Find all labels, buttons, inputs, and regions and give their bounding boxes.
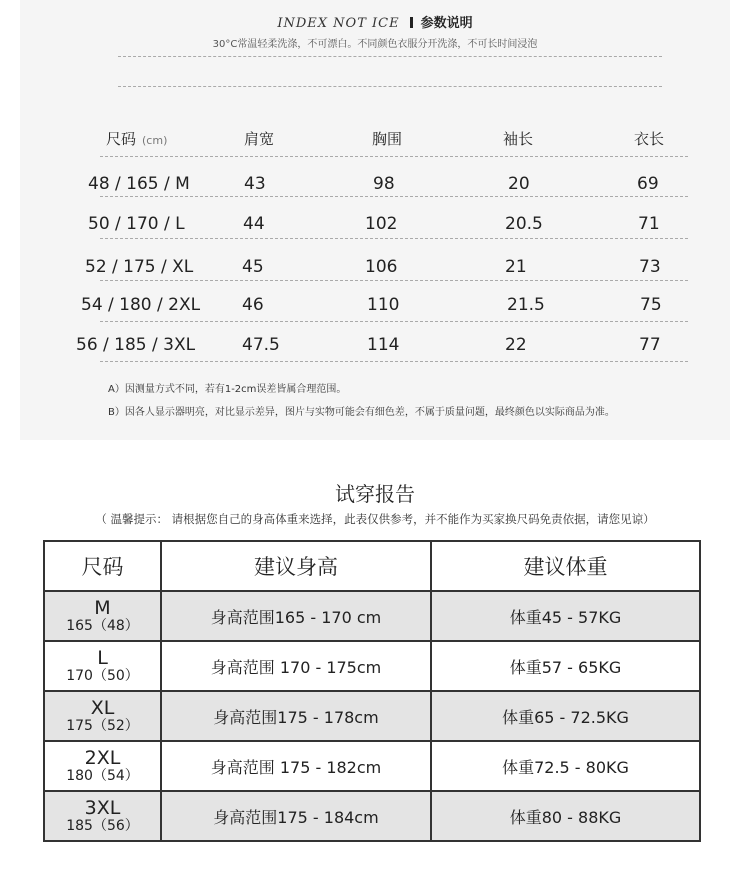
shoulder-cell: 47.5 <box>242 335 280 355</box>
fit-height: 身高范围 170 - 175cm <box>210 657 382 677</box>
fit-weight-cell <box>431 741 700 791</box>
length-cell: 71 <box>638 214 660 234</box>
sleeve-cell: 20 <box>508 174 530 194</box>
dotted-divider <box>118 86 662 87</box>
fit-height: 身高范围175 - 184cm <box>213 807 379 827</box>
note-b: B）因各人显示器明亮，对比显示差异，图片与实物可能会有细色差，不属于质量问题，最终颜色以实际商品为准。 <box>108 407 615 418</box>
fit-row <box>44 641 700 691</box>
fit-weight-cell <box>431 641 700 691</box>
shoulder-cell: 45 <box>242 257 264 277</box>
fit-height-cell <box>161 741 431 791</box>
fit-size: M <box>94 596 111 619</box>
fit-weight: 体重80 - 88KG <box>509 807 622 827</box>
sleeve-cell: 21.5 <box>507 295 545 315</box>
chest-cell: 102 <box>365 214 398 234</box>
size-cell: 52 / 175 / XL <box>85 257 194 277</box>
fit-weight-cell <box>431 791 700 841</box>
row-divider <box>100 196 688 197</box>
fit-size: XL <box>90 696 115 719</box>
chest-cell: 114 <box>367 335 400 355</box>
note-a: A）因测量方式不同，若有1-2cm误差皆属合理范围。 <box>108 384 347 395</box>
fit-size: 2XL <box>84 746 121 769</box>
fit-row <box>44 691 700 741</box>
notice-heading <box>0 12 750 31</box>
fit-size-sub: 185（56） <box>66 817 139 834</box>
chest-cell: 106 <box>365 257 398 277</box>
header-shoulder: 肩宽 <box>244 130 275 148</box>
fit-report-title: 试穿报告 <box>335 482 415 506</box>
sleeve-cell: 21 <box>505 257 527 277</box>
row-divider <box>100 321 688 322</box>
header-length: 衣长 <box>634 130 665 148</box>
size-cell: 56 / 185 / 3XL <box>76 335 196 355</box>
fit-weight: 体重65 - 72.5KG <box>502 707 629 727</box>
notice-title-cn: 参数说明 <box>420 16 473 31</box>
fit-header-row <box>44 541 700 591</box>
fit-report-table <box>43 540 701 842</box>
length-cell: 77 <box>639 335 661 355</box>
fit-size-sub: 175（52） <box>66 717 139 734</box>
fit-size-sub: 165（48） <box>66 617 139 634</box>
fit-height-cell <box>161 591 431 641</box>
row-divider <box>100 280 688 281</box>
length-cell: 69 <box>637 174 659 194</box>
sleeve-cell: 20.5 <box>505 214 543 234</box>
notice-divider <box>410 17 413 28</box>
fit-header-weight: 建议体重 <box>431 541 700 591</box>
fit-size-cell <box>44 791 161 841</box>
dotted-divider <box>118 56 662 57</box>
fit-weight: 体重45 - 57KG <box>509 607 622 627</box>
shoulder-cell: 44 <box>243 214 265 234</box>
shoulder-cell: 46 <box>242 295 264 315</box>
fit-header-size: 尺码 <box>44 541 161 591</box>
fit-size: L <box>97 646 108 669</box>
fit-height: 身高范围175 - 178cm <box>213 707 379 727</box>
length-cell: 75 <box>640 295 662 315</box>
sleeve-cell: 22 <box>505 335 527 355</box>
fit-size-cell <box>44 691 161 741</box>
size-cell: 54 / 180 / 2XL <box>81 295 201 315</box>
header-sleeve: 袖长 <box>503 130 534 148</box>
fit-height: 身高范围 175 - 182cm <box>210 757 382 777</box>
fit-weight-cell <box>431 591 700 641</box>
fit-size: 3XL <box>84 796 121 819</box>
fit-header-height: 建议身高 <box>161 541 431 591</box>
fit-weight-cell <box>431 691 700 741</box>
fit-size-cell <box>44 591 161 641</box>
chest-cell: 110 <box>367 295 400 315</box>
row-divider <box>100 156 688 157</box>
size-cell: 48 / 165 / M <box>88 174 190 194</box>
fit-size-sub: 170（50） <box>66 667 139 684</box>
fit-height-cell <box>161 691 431 741</box>
fit-height-cell <box>161 791 431 841</box>
notice-title-en: INDEX NOT ICE <box>277 16 400 31</box>
fit-size-cell <box>44 641 161 691</box>
fit-weight: 体重57 - 65KG <box>509 657 622 677</box>
fit-size-sub: 180（54） <box>66 767 139 784</box>
fit-row <box>44 591 700 641</box>
header-chest: 胸围 <box>372 130 403 148</box>
row-divider <box>100 361 688 362</box>
chest-cell: 98 <box>373 174 395 194</box>
row-divider <box>100 238 688 239</box>
length-cell: 73 <box>639 257 661 277</box>
wash-instructions: 30°C常温轻柔洗涤，不可漂白。不同颜色衣服分开洗涤，不可长时间浸泡 <box>212 39 538 50</box>
fit-row <box>44 791 700 841</box>
header-unit: (cm) <box>142 134 168 147</box>
fit-height: 身高范围165 - 170 cm <box>210 607 382 627</box>
fit-row <box>44 741 700 791</box>
fit-size-cell <box>44 741 161 791</box>
fit-weight: 体重72.5 - 80KG <box>502 757 629 777</box>
shoulder-cell: 43 <box>244 174 266 194</box>
fit-height-cell <box>161 641 431 691</box>
fit-report-tip: （ 温馨提示： 请根据您自己的身高体重来选择，此表仅供参考，并不能作为买家换尺码免责依据，请您见谅） <box>95 512 655 526</box>
header-size: 尺码 (cm) <box>106 130 168 148</box>
size-cell: 50 / 170 / L <box>88 214 185 234</box>
